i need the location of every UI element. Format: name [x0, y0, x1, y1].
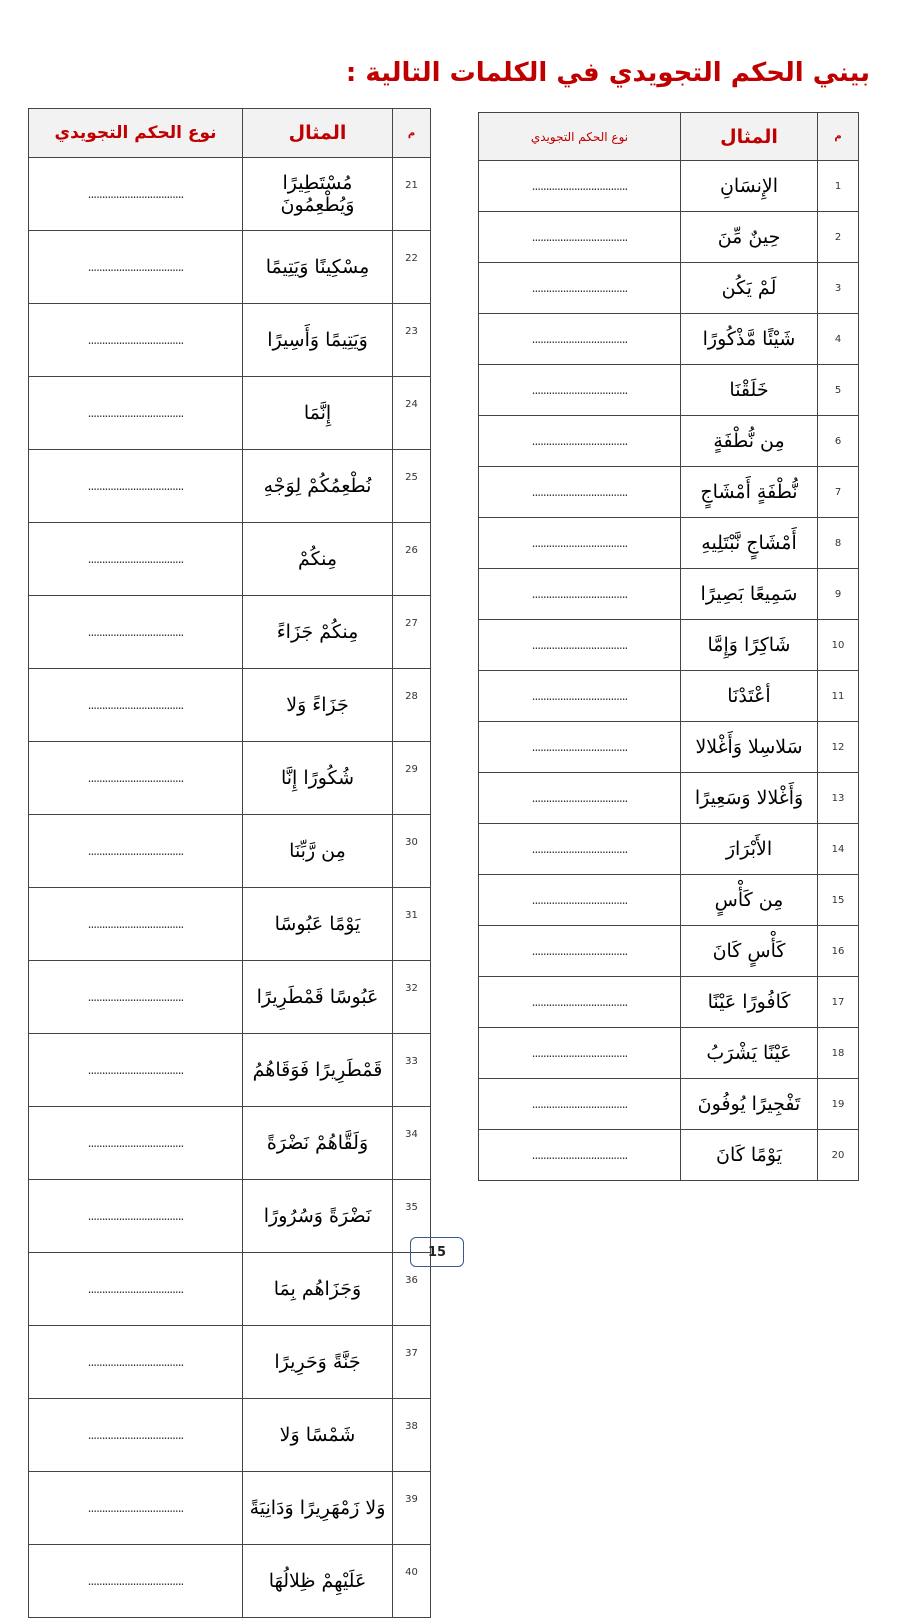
row-number: 15 — [818, 875, 859, 926]
row-number: 33 — [393, 1034, 431, 1107]
table-header-row — [29, 109, 431, 158]
example-word: نُطْعِمُكُمْ لِوَجْهِ — [243, 450, 393, 523]
answer-blank[interactable]: .................................. — [29, 888, 243, 961]
answer-blank[interactable]: .................................. — [29, 1399, 243, 1472]
table-row — [29, 1034, 431, 1107]
example-word: شَيْئًا مَّذْكُورًا — [681, 314, 818, 365]
row-number: 31 — [393, 888, 431, 961]
row-number: 3 — [818, 263, 859, 314]
table-row — [29, 1545, 431, 1618]
row-number: 13 — [818, 773, 859, 824]
table-row — [479, 212, 859, 263]
example-word: وَيَتِيمًا وَأَسِيرًا — [243, 304, 393, 377]
answer-blank[interactable]: .................................. — [479, 314, 681, 365]
row-number: 27 — [393, 596, 431, 669]
answer-blank[interactable]: .................................. — [29, 304, 243, 377]
row-number: 40 — [393, 1545, 431, 1618]
row-number: 32 — [393, 961, 431, 1034]
row-number: 26 — [393, 523, 431, 596]
row-number: 18 — [818, 1028, 859, 1079]
answer-blank[interactable]: .................................. — [29, 1253, 243, 1326]
answer-blank[interactable]: .................................. — [29, 523, 243, 596]
row-number: 39 — [393, 1472, 431, 1545]
example-word: سَمِيعًا بَصِيرًا — [681, 569, 818, 620]
example-word: عَبُوسًا قَمْطَرِيرًا — [243, 961, 393, 1034]
table-row — [479, 314, 859, 365]
example-word: يَوْمًا عَبُوسًا — [243, 888, 393, 961]
table-row — [29, 1180, 431, 1253]
example-word: وَلا زَمْهَرِيرًا وَدَانِيَةً — [243, 1472, 393, 1545]
example-word: شُكُورًا إِنَّا — [243, 742, 393, 815]
row-number: 20 — [818, 1130, 859, 1181]
answer-blank[interactable]: .................................. — [479, 365, 681, 416]
answer-blank[interactable]: .................................. — [479, 569, 681, 620]
row-number: 11 — [818, 671, 859, 722]
example-word: قَمْطَرِيرًا فَوَقَاهُمُ — [243, 1034, 393, 1107]
row-number: 7 — [818, 467, 859, 518]
header-rule-type: نوع الحكم التجويدي — [29, 109, 243, 158]
example-word: مِنكُمْ — [243, 523, 393, 596]
row-number: 38 — [393, 1399, 431, 1472]
answer-blank[interactable]: .................................. — [29, 669, 243, 742]
table-row — [29, 815, 431, 888]
table-row — [29, 669, 431, 742]
example-word: يَوْمًا كَانَ — [681, 1130, 818, 1181]
row-number: 10 — [818, 620, 859, 671]
answer-blank[interactable]: .................................. — [29, 158, 243, 231]
table-row — [29, 450, 431, 523]
row-number: 12 — [818, 722, 859, 773]
row-number: 16 — [818, 926, 859, 977]
answer-blank[interactable]: .................................. — [479, 161, 681, 212]
row-number: 5 — [818, 365, 859, 416]
table-row — [479, 467, 859, 518]
answer-blank[interactable]: .................................. — [479, 1079, 681, 1130]
header-number: م — [818, 113, 859, 161]
answer-blank[interactable]: .................................. — [479, 1130, 681, 1181]
table-row — [479, 416, 859, 467]
table-row — [479, 926, 859, 977]
header-example: المثال — [681, 113, 818, 161]
table-row — [29, 231, 431, 304]
answer-blank[interactable]: .................................. — [29, 1326, 243, 1399]
example-word: نُّطْفَةٍ أَمْشَاجٍ — [681, 467, 818, 518]
row-number: 17 — [818, 977, 859, 1028]
answer-blank[interactable]: .................................. — [29, 1107, 243, 1180]
table-row — [29, 158, 431, 231]
row-number: 1 — [818, 161, 859, 212]
header-example: المثال — [243, 109, 393, 158]
example-word: لَمْ يَكُن — [681, 263, 818, 314]
example-word: مِنكُمْ جَزَاءً — [243, 596, 393, 669]
example-word: إِنَّمَا — [243, 377, 393, 450]
answer-blank[interactable]: .................................. — [479, 671, 681, 722]
table-row — [29, 304, 431, 377]
row-number: 30 — [393, 815, 431, 888]
row-number: 35 — [393, 1180, 431, 1253]
example-word: تَفْجِيرًا يُوفُونَ — [681, 1079, 818, 1130]
answer-blank[interactable]: .................................. — [479, 263, 681, 314]
example-word: عَيْنًا يَشْرَبُ — [681, 1028, 818, 1079]
example-word: نَضْرَةً وَسُرُورًا — [243, 1180, 393, 1253]
example-word: سَلاسِلا وَأَغْلالا — [681, 722, 818, 773]
answer-blank[interactable]: .................................. — [479, 467, 681, 518]
table-row — [479, 263, 859, 314]
example-word: خَلَقْنَا — [681, 365, 818, 416]
table-row — [479, 569, 859, 620]
example-word: شَاكِرًا وَإِمَّا — [681, 620, 818, 671]
worksheet-table-left — [28, 108, 431, 1618]
table-row — [29, 1107, 431, 1180]
row-number: 4 — [818, 314, 859, 365]
answer-blank[interactable]: .................................. — [479, 1028, 681, 1079]
answer-blank[interactable]: .................................. — [29, 1472, 243, 1545]
table-row — [479, 518, 859, 569]
page-number: 15 — [410, 1237, 464, 1267]
row-number: 28 — [393, 669, 431, 742]
example-word: كَأْسٍ كَانَ — [681, 926, 818, 977]
header-number: م — [393, 109, 431, 158]
example-word: مِن رَّبِّنَا — [243, 815, 393, 888]
table-row — [29, 1326, 431, 1399]
answer-blank[interactable]: .................................. — [479, 824, 681, 875]
page-title: بيني الحكم التجويدي في الكلمات التالية : — [345, 58, 870, 88]
example-word: جَنَّةً وَحَرِيرًا — [243, 1326, 393, 1399]
row-number: 23 — [393, 304, 431, 377]
row-number: 36 — [393, 1253, 431, 1326]
table-row — [479, 1028, 859, 1079]
example-word: وَجَزَاهُم بِمَا — [243, 1253, 393, 1326]
answer-blank[interactable]: .................................. — [29, 450, 243, 523]
row-number: 22 — [393, 231, 431, 304]
row-number: 29 — [393, 742, 431, 815]
table-row — [479, 1130, 859, 1181]
answer-blank[interactable]: .................................. — [479, 977, 681, 1028]
table-row — [479, 977, 859, 1028]
table-row — [479, 824, 859, 875]
answer-blank[interactable]: .................................. — [479, 875, 681, 926]
table-row — [29, 742, 431, 815]
answer-blank[interactable]: .................................. — [479, 722, 681, 773]
example-word: مُسْتَطِيرًا وَيُطْعِمُونَ — [243, 158, 393, 231]
answer-blank[interactable]: .................................. — [29, 231, 243, 304]
answer-blank[interactable]: .................................. — [479, 620, 681, 671]
row-number: 24 — [393, 377, 431, 450]
table-row — [479, 875, 859, 926]
table-row — [29, 1399, 431, 1472]
table-row — [29, 888, 431, 961]
row-number: 9 — [818, 569, 859, 620]
table-row — [479, 620, 859, 671]
example-word: أَمْشَاجٍ نَّبْتَلِيهِ — [681, 518, 818, 569]
answer-blank[interactable]: .................................. — [29, 596, 243, 669]
table-row — [479, 161, 859, 212]
table-row — [479, 365, 859, 416]
table-header-row — [479, 113, 859, 161]
example-word: وَأَغْلالا وَسَعِيرًا — [681, 773, 818, 824]
table-row — [29, 961, 431, 1034]
row-number: 8 — [818, 518, 859, 569]
example-word: جَزَاءً وَلا — [243, 669, 393, 742]
table-row — [29, 596, 431, 669]
header-rule-type: نوع الحكم التجويدي — [479, 113, 681, 161]
answer-blank[interactable]: .................................. — [29, 1180, 243, 1253]
answer-blank[interactable]: .................................. — [479, 416, 681, 467]
example-word: حِينٌ مِّنَ — [681, 212, 818, 263]
answer-blank[interactable]: .................................. — [479, 212, 681, 263]
example-word: الإِنسَانِ — [681, 161, 818, 212]
row-number: 25 — [393, 450, 431, 523]
answer-blank[interactable]: .................................. — [29, 815, 243, 888]
table-row — [29, 1472, 431, 1545]
table-row — [29, 1253, 431, 1326]
table-row — [479, 773, 859, 824]
example-word: كَافُورًا عَيْنًا — [681, 977, 818, 1028]
table-row — [479, 671, 859, 722]
table-row — [29, 377, 431, 450]
row-number: 34 — [393, 1107, 431, 1180]
table-row — [29, 523, 431, 596]
row-number: 2 — [818, 212, 859, 263]
example-word: شَمْسًا وَلا — [243, 1399, 393, 1472]
example-word: وَلَقَّاهُمْ نَضْرَةً — [243, 1107, 393, 1180]
row-number: 6 — [818, 416, 859, 467]
row-number: 19 — [818, 1079, 859, 1130]
table-row — [479, 1079, 859, 1130]
example-word: مِن نُّطْفَةٍ — [681, 416, 818, 467]
row-number: 37 — [393, 1326, 431, 1399]
answer-blank[interactable]: .................................. — [479, 773, 681, 824]
answer-blank[interactable]: .................................. — [29, 961, 243, 1034]
answer-blank[interactable]: .................................. — [29, 377, 243, 450]
answer-blank[interactable]: .................................. — [479, 518, 681, 569]
answer-blank[interactable]: .................................. — [29, 1545, 243, 1618]
row-number: 14 — [818, 824, 859, 875]
answer-blank[interactable]: .................................. — [479, 926, 681, 977]
table-row — [479, 722, 859, 773]
example-word: أعْتَدْنَا — [681, 671, 818, 722]
example-word: مِن كَأْسٍ — [681, 875, 818, 926]
row-number: 21 — [393, 158, 431, 231]
answer-blank[interactable]: .................................. — [29, 1034, 243, 1107]
example-word: مِسْكِينًا وَيَتِيمًا — [243, 231, 393, 304]
answer-blank[interactable]: .................................. — [29, 742, 243, 815]
worksheet-table-right — [478, 112, 859, 1181]
example-word: الأَبْرَارَ — [681, 824, 818, 875]
example-word: عَلَيْهِمْ ظِلالُهَا — [243, 1545, 393, 1618]
